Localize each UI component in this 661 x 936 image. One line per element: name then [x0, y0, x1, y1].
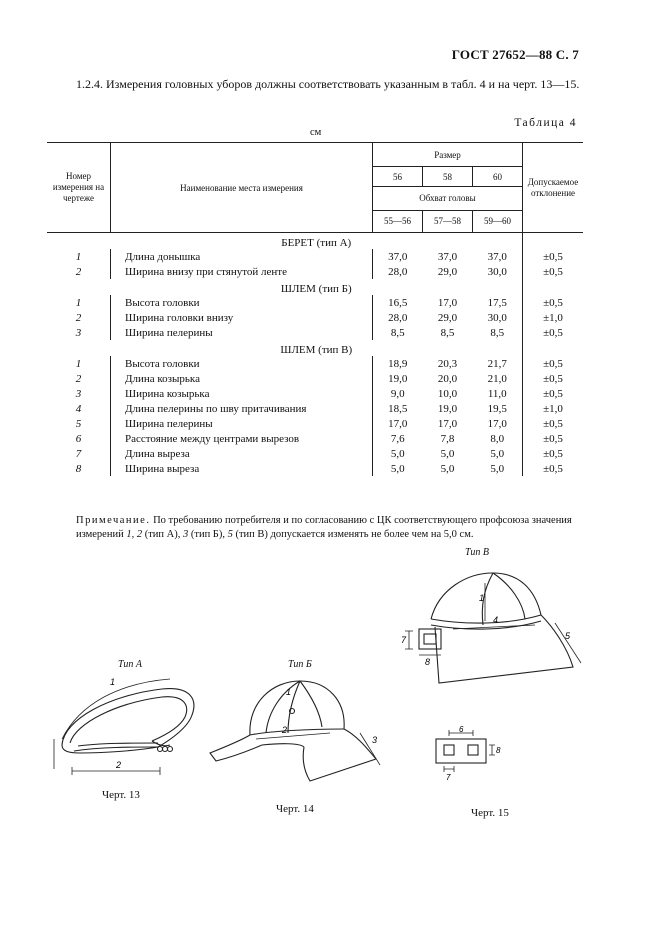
col-header-name: Наименование места измерения: [111, 143, 373, 233]
row-name: Длина пелерины по шву притачивания: [111, 401, 373, 416]
note-text-3: (тип Б),: [188, 529, 228, 540]
row-value-58: 29,0: [437, 311, 458, 324]
row-value-58: 8,5: [440, 326, 455, 339]
row-value-56: 19,0: [373, 371, 423, 386]
note-text-2: (тип А),: [142, 529, 183, 540]
paragraph-1-2-4: 1.2.4. Измерения головных уборов должны соответствовать указанным в табл. 4 и на черт. 13—15.: [76, 77, 580, 91]
note-text-4: (тип В) допускается изменять не более чем на 5,0 см.: [232, 529, 474, 540]
row-value-58: 5,0: [440, 462, 455, 475]
row-number: 3: [75, 387, 82, 400]
row-value-56: 7,6: [373, 431, 423, 446]
row-value-60: 8,5: [490, 326, 505, 339]
units-label: см: [310, 127, 322, 138]
beret-drawing: [40, 673, 215, 785]
girth-59-60: 59—60: [484, 216, 511, 226]
beret-dim-2: 2: [116, 760, 122, 770]
row-tolerance: ±0,5: [523, 325, 584, 340]
helmet-v-dim-4: 4: [493, 615, 499, 625]
girth-block: [373, 187, 523, 233]
table-row: [47, 386, 583, 401]
section-row: [47, 233, 583, 250]
row-name: Ширина пелерины: [111, 325, 373, 340]
section-title: БЕРЕТ (тип А): [281, 237, 352, 249]
helmet-v-drawing: [395, 563, 595, 688]
note-label: Примечание.: [76, 515, 151, 526]
row-value-56: 28,0: [373, 310, 423, 325]
row-value-58: 20,3: [437, 357, 458, 370]
row-value-58: 19,0: [437, 402, 458, 415]
row-tolerance: ±0,5: [523, 249, 584, 264]
girth-57-58: 57—58: [423, 211, 473, 232]
section-title: ШЛЕМ (тип Б): [280, 283, 352, 295]
helmet-b-dim-3: 3: [372, 735, 378, 745]
row-name: Ширина выреза: [111, 461, 373, 476]
table-row: [47, 416, 583, 431]
row-value-60: 5,0: [490, 447, 505, 460]
table-body: [47, 233, 583, 477]
note: [76, 514, 584, 542]
row-name: Ширина головки внизу: [111, 310, 373, 325]
table-row: [47, 356, 583, 371]
section-row: [47, 279, 583, 295]
row-tolerance: ±0,5: [523, 264, 584, 279]
row-value-60: 21,0: [487, 372, 507, 385]
page-header: ГОСТ 27652—88 С. 7: [451, 47, 579, 62]
row-value-58: 20,0: [437, 372, 458, 385]
row-name: Ширина козырька: [111, 386, 373, 401]
helmet-v-dim-1: 1: [479, 593, 485, 603]
girth-values: [373, 211, 522, 232]
row-number: 1: [75, 296, 82, 309]
figure-15: [395, 545, 595, 825]
row-number: 8: [75, 462, 82, 475]
table-row: [47, 264, 583, 279]
row-value-60: 30,0: [487, 311, 507, 324]
row-tolerance: ±0,5: [523, 431, 584, 446]
figure-14-caption: Черт. 14: [276, 803, 314, 815]
row-value-58: 7,8: [440, 432, 455, 445]
row-tolerance: ±0,5: [523, 295, 584, 310]
row-value-60: 21,7: [487, 357, 507, 370]
girth-label: Обхват головы: [373, 187, 522, 211]
row-value-56: 17,0: [373, 416, 423, 431]
row-name: Длина выреза: [111, 446, 373, 461]
figure-13: [40, 655, 215, 810]
note-text: По требованию потребителя и по согласованию с ЦК соответствующего профсоюза значения измерений: [76, 515, 572, 540]
table-row: [47, 310, 583, 325]
row-name: Длина донышка: [111, 249, 373, 264]
measurements-table: [47, 142, 583, 476]
table-row: [47, 295, 583, 310]
row-value-56: 9,0: [373, 386, 423, 401]
col-header-tolerance: Допускаемое отклонение: [523, 143, 584, 233]
row-name: Ширина пелерины: [111, 416, 373, 431]
beret-dim-1: 1: [110, 677, 116, 687]
row-tolerance: ±0,5: [523, 356, 584, 371]
row-value-56: 16,5: [373, 295, 423, 310]
note-em-1: 1, 2: [126, 529, 143, 540]
cutout-dim-8: 8: [496, 746, 501, 755]
row-tolerance: ±0,5: [523, 386, 584, 401]
size-56: 56: [373, 167, 423, 187]
row-name: Расстояние между центрами вырезов: [111, 431, 373, 446]
row-value-60: 19,5: [487, 402, 507, 415]
table-caption: Таблица 4: [514, 117, 577, 129]
row-value-60: 5,0: [490, 462, 505, 475]
note-em-3: 5: [227, 529, 233, 540]
row-value-58: 37,0: [437, 250, 458, 263]
row-number: 6: [75, 432, 82, 445]
row-value-58: 5,0: [440, 447, 455, 460]
figure-14-label: Тип Б: [288, 659, 312, 670]
helmet-b-drawing: [200, 673, 395, 793]
row-value-56: 37,0: [373, 249, 423, 264]
row-number: 5: [75, 417, 82, 430]
row-value-56: 5,0: [373, 446, 423, 461]
row-value-60: 30,0: [487, 265, 507, 278]
row-value-60: 37,0: [487, 250, 507, 263]
table-row: [47, 461, 583, 476]
helmet-b-dim-1: 1: [286, 687, 292, 697]
row-number: 2: [75, 372, 82, 385]
row-value-56: 28,0: [373, 264, 423, 279]
row-number: 1: [75, 357, 82, 370]
row-value-56: 18,5: [373, 401, 423, 416]
cutout-dim-6: 6: [459, 725, 464, 734]
row-name: Высота головки: [111, 295, 373, 310]
cutout-detail: [430, 725, 510, 785]
row-value-56: 5,0: [373, 461, 423, 476]
size-58: 58: [423, 167, 473, 187]
figure-14: [200, 655, 395, 825]
table-row: [47, 325, 583, 340]
row-tolerance: ±0,5: [523, 461, 584, 476]
table-row: [47, 249, 583, 264]
section-title: ШЛЕМ (тип В): [280, 344, 353, 356]
row-value-56: 18,9: [373, 356, 423, 371]
row-value-60: 17,5: [487, 296, 507, 309]
row-number: 1: [75, 250, 82, 263]
row-number: 4: [75, 402, 82, 415]
figure-15-caption: Черт. 15: [471, 807, 509, 819]
row-tolerance: ±1,0: [523, 401, 584, 416]
row-tolerance: ±0,5: [523, 446, 584, 461]
row-number: 2: [75, 311, 82, 324]
note-em-2: 3: [182, 529, 189, 540]
helmet-v-dim-5: 5: [565, 631, 571, 641]
size-60: 60: [473, 167, 523, 187]
col-header-size: Размер: [373, 143, 523, 167]
row-value-60: 17,0: [487, 417, 507, 430]
row-tolerance: ±0,5: [523, 371, 584, 386]
row-value-58: 17,0: [437, 296, 458, 309]
row-name: Высота головки: [111, 356, 373, 371]
row-value-56: 8,5: [373, 325, 423, 340]
row-tolerance: ±0,5: [523, 416, 584, 431]
helmet-v-dim-7: 7: [401, 635, 407, 645]
col-header-number: Номер измерения на чертеже: [47, 143, 111, 233]
table-row: [47, 401, 583, 416]
table-row: [47, 431, 583, 446]
row-tolerance: ±1,0: [523, 310, 584, 325]
row-name: Длина козырька: [111, 371, 373, 386]
girth-55-56: 55—56: [373, 211, 423, 232]
row-number: 2: [75, 265, 82, 278]
row-number: 7: [75, 447, 82, 460]
table-row: [47, 371, 583, 386]
figure-13-caption: Черт. 13: [102, 789, 140, 801]
row-value-60: 8,0: [490, 432, 505, 445]
row-value-58: 29,0: [437, 265, 458, 278]
helmet-b-dim-2: 2: [282, 725, 288, 735]
figure-13-label: Тип А: [118, 659, 142, 670]
section-row: [47, 340, 583, 356]
row-value-60: 11,0: [487, 387, 507, 400]
row-number: 3: [75, 326, 82, 339]
table-row: [47, 446, 583, 461]
row-value-58: 10,0: [437, 387, 458, 400]
row-value-58: 17,0: [437, 417, 458, 430]
row-name: Ширина внизу при стянутой ленте: [111, 264, 373, 279]
figure-15-label: Тип В: [465, 547, 489, 558]
cutout-dim-7: 7: [446, 773, 451, 782]
helmet-v-dim-8: 8: [425, 657, 431, 667]
